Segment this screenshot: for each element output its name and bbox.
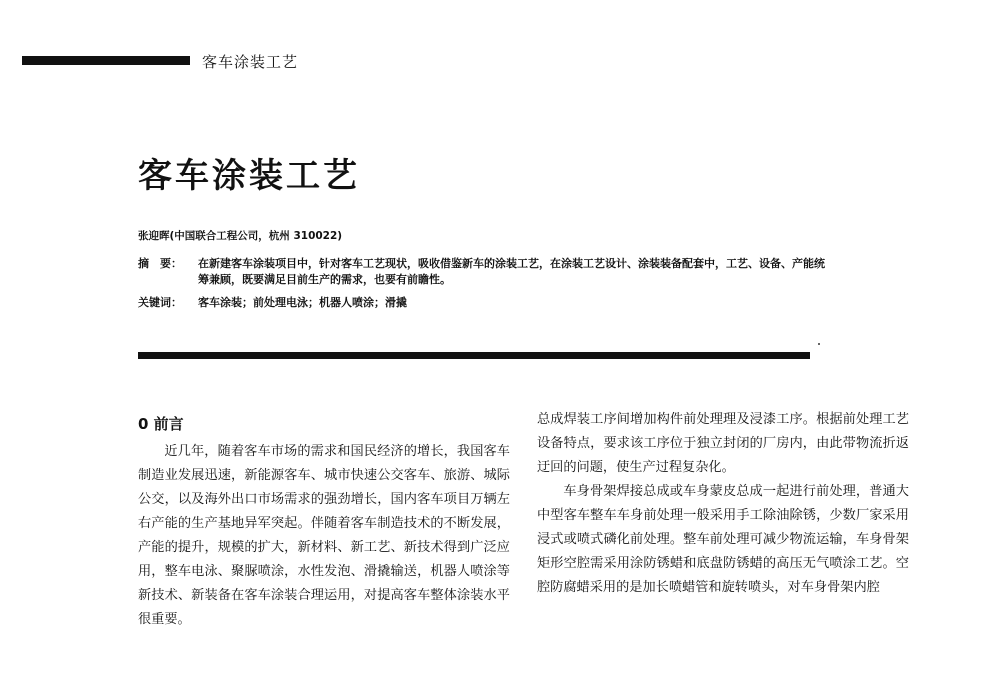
keywords <box>138 294 407 310</box>
abstract-text: 在新建客车涂装项目中，针对客车工艺现状，吸收借鉴新车的涂装工艺，在涂装工艺设计、涂装装备配套中，工艺、设备、产能统筹兼顾，既要满足目前生产的需求，也要有前瞻性。 <box>198 257 825 286</box>
right-column <box>537 408 909 600</box>
left-paragraph: 近几年，随着客车市场的需求和国民经济的增长，我国客车制造业发展迅速，新能源客车、城市快速公交客车、旅游、城际公交，以及海外出口市场需求的强劲增长，国内客车项目万辆左右产能的生产基地异军突起。伴随着客车制造技术的不断发展，产能的提升，规模的扩大，新材料、新工艺、新技术得到广泛应用，整车电泳、聚脲喷涂，水性发泡、滑撬输送，机器人喷涂等新技术、新装备在客车涂装合理运用，对提高客车整体涂装水平很重要。 <box>138 444 510 627</box>
keywords-label: 关键词： <box>138 296 182 309</box>
section-divider <box>138 352 810 359</box>
section-heading: 0 前言 <box>138 415 184 433</box>
article-title: 客车涂装工艺 <box>138 156 360 196</box>
running-header-title: 客车涂装工艺 <box>202 53 299 71</box>
abstract-label: 摘 要： <box>138 257 182 270</box>
abstract <box>138 256 828 288</box>
scan-speck <box>818 343 820 345</box>
running-header-bar <box>22 56 190 65</box>
keywords-text: 客车涂装；前处理电泳；机器人喷涂；滑撬 <box>198 296 407 309</box>
left-column <box>138 412 510 632</box>
right-paragraph-1: 总成焊装工序间增加构件前处理理及浸漆工序。根据前处理工艺设备特点，要求该工序位于独立封闭的厂房内，由此带物流折返迂回的问题，使生产过程复杂化。 <box>537 412 909 475</box>
right-paragraph-2: 车身骨架焊接总成或车身蒙皮总成一起进行前处理，普通大中型客车整车车身前处理一般采用手工除油除锈，少数厂家采用浸式或喷式磷化前处理。整车前处理可减少物流运输，车身骨架矩形空腔需采用涂防锈蜡和底盘防锈蜡的高压无气喷涂工艺。空腔防腐蜡采用的是加长喷蜡管和旋转喷头，对车身骨架内腔 <box>537 484 909 595</box>
author-byline: 张迎晖(中国联合工程公司，杭州 310022) <box>138 230 343 242</box>
